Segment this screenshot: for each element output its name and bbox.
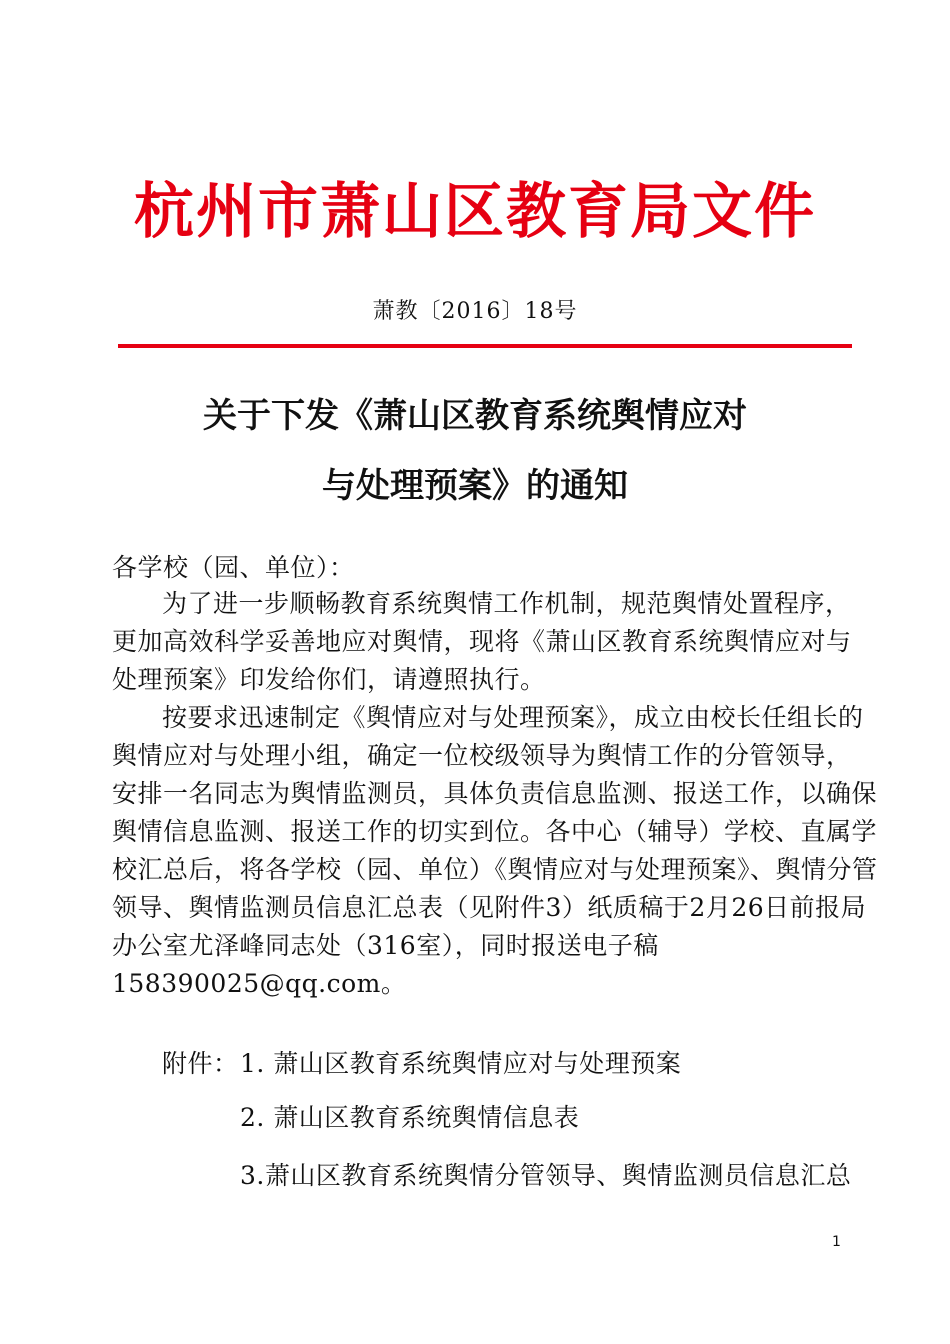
attachments-label: 附件：	[162, 1049, 239, 1078]
attachment-item: 1. 萧山区教育系统舆情应对与处理预案	[240, 1049, 682, 1078]
red-divider-line	[118, 344, 852, 348]
attachment-item: 2. 萧山区教育系统舆情信息表	[240, 1103, 580, 1132]
paragraph-line: 为了进一步顺畅教育系统舆情工作机制，规范舆情处置程序，	[162, 589, 851, 618]
salutation: 各学校（园、单位）：	[112, 553, 355, 582]
document-number: 萧教〔2016〕18号	[372, 299, 578, 324]
email-line: 158390025@qq.com。	[112, 969, 407, 998]
paragraph-line: 领导、舆情监测员信息汇总表（见附件3）纸质稿于2月26日前报局	[112, 893, 867, 922]
document-title-line-2: 与处理预案》的通知	[322, 466, 628, 506]
paragraph-line: 校汇总后，将各学校（园、单位）《舆情应对与处理预案》、舆情分管	[112, 855, 878, 884]
document-title-line-1: 关于下发《萧山区教育系统舆情应对	[203, 396, 747, 436]
paragraph-line: 按要求迅速制定《舆情应对与处理预案》，成立由校长任组长的	[162, 703, 864, 732]
page-number: 1	[832, 1234, 841, 1250]
paragraph-line: 更加高效科学妥善地应对舆情，现将《萧山区教育系统舆情应对与	[112, 627, 852, 656]
paragraph-line: 舆情信息监测、报送工作的切实到位。各中心（辅导）学校、直属学	[112, 817, 878, 846]
paragraph-line: 舆情应对与处理小组，确定一位校级领导为舆情工作的分管领导，	[112, 741, 852, 770]
paragraph-line: 办公室尤泽峰同志处（316室），同时报送电子稿	[112, 931, 659, 960]
attachment-item: 3.萧山区教育系统舆情分管领导、舆情监测员信息汇总	[240, 1161, 852, 1190]
paragraph-line: 安排一名同志为舆情监测员，具体负责信息监测、报送工作，以确保	[112, 779, 878, 808]
issuer-heading: 杭州市萧山区教育局文件	[134, 177, 816, 247]
paragraph-line: 处理预案》印发给你们，请遵照执行。	[112, 665, 546, 694]
